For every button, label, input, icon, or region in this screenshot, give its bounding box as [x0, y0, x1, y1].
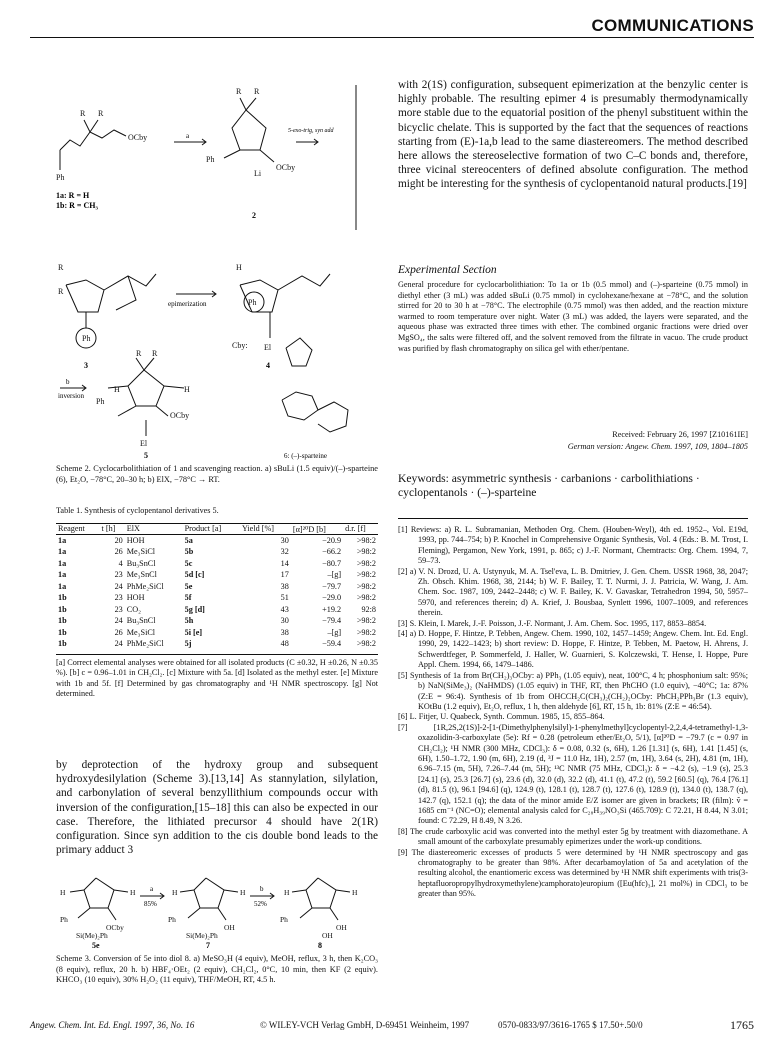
table-cell: >98:2 — [356, 639, 376, 649]
table-cell: –[g] — [327, 627, 342, 637]
table-cell: 32 — [280, 547, 289, 557]
experimental-section — [398, 256, 748, 354]
table-cell: 24 — [114, 581, 123, 591]
table-header-row — [56, 523, 378, 535]
table-1-title: Table 1. Synthesis of cyclopentanol derivatives 5. — [56, 506, 219, 515]
table-cell: Me₃SiCl — [126, 627, 156, 637]
table-cell: 5e — [184, 581, 193, 591]
table-cell: −29.0 — [322, 593, 342, 603]
section-title: COMMUNICATIONS — [591, 16, 754, 35]
label-6: 6: (–)-sparteine — [284, 452, 327, 460]
table-cell: 24 — [114, 616, 123, 626]
label-7: 7 — [206, 941, 210, 948]
svg-text:Ph: Ph — [280, 915, 288, 924]
svg-text:Ph: Ph — [248, 298, 257, 307]
table-cell: >98:2 — [356, 593, 376, 603]
table-row — [56, 581, 378, 593]
table-1-footnote: [a] Correct elemental analyses were obtained for all isolated products (C ±0.32, H ±0.26, N ±0.35 %). [b] c = 0.96–1.01 in CH₂Cl₂. [c] Mixture with 5a. [d] Isolated as the methyl ester. [e] Mixture with 1b and 5f. [f] Determined by gas chromatography and ¹H NMR spectroscopy. [g] Not determined. — [56, 654, 378, 700]
table-cell: HOH — [126, 593, 145, 603]
svg-text:H: H — [172, 888, 178, 897]
arrow-exo-label: 5-exo-trig, syn add — [288, 128, 334, 134]
yield-b: 52% — [254, 900, 267, 908]
table-cell: 43 — [280, 604, 289, 614]
svg-text:H: H — [240, 888, 246, 897]
label-5e: 5e — [92, 941, 100, 948]
reference-item: [6] L. Fitjer, U. Quabeck, Synth. Commun. 1985, 15, 855–864. — [398, 712, 605, 722]
svg-text:Ph: Ph — [206, 155, 215, 164]
table-cell: 1a — [58, 581, 67, 591]
table-cell: −59.4 — [322, 639, 342, 649]
svg-text:H: H — [236, 263, 242, 272]
table-cell: 5i [e] — [184, 627, 203, 637]
arrow-b-label: b — [260, 885, 264, 893]
table-cell: 26 — [114, 627, 123, 637]
label-5: 5 — [144, 451, 148, 460]
table-cell: 51 — [280, 593, 289, 603]
scheme-2-drawing — [56, 80, 378, 460]
scheme-3-drawing — [56, 838, 378, 948]
table-cell: PhMe₂SiCl — [126, 581, 164, 591]
svg-text:OCby: OCby — [128, 133, 148, 142]
arrow-epi-label: epimerization — [168, 300, 207, 308]
svg-text:Cby:: Cby: — [232, 341, 248, 350]
table-cell: 23 — [114, 593, 123, 603]
svg-text:R: R — [58, 287, 64, 296]
svg-text:H: H — [184, 385, 190, 394]
table-cell: CO₂ — [126, 604, 141, 614]
svg-text:OH: OH — [322, 931, 333, 940]
table-cell: 5d [c] — [184, 570, 205, 580]
svg-text:OCby: OCby — [106, 923, 124, 932]
arrow-b-label: b — [66, 378, 70, 386]
keywords: Keywords: asymmetric synthesis · carbanions · carbolithiations · cyclopentanols · (–)-sparteine — [398, 472, 700, 499]
table-cell: 1b — [58, 616, 67, 626]
left-column — [56, 48, 378, 1018]
col-header: ElX — [126, 524, 140, 534]
table-cell: 20 — [114, 536, 123, 546]
table-cell: 5f — [184, 593, 192, 603]
table-cell: 1b — [58, 593, 67, 603]
page-number: 1765 — [730, 1018, 754, 1032]
label-4: 4 — [266, 361, 270, 370]
label-2: 2 — [252, 211, 256, 220]
table-1-body — [56, 535, 378, 650]
table-cell: >98:2 — [356, 558, 376, 568]
table-cell: >98:2 — [356, 547, 376, 557]
svg-text:El: El — [140, 439, 148, 448]
svg-text:R: R — [80, 109, 86, 118]
table-row — [56, 627, 378, 639]
table-row — [56, 615, 378, 627]
svg-text:Ph: Ph — [60, 915, 68, 924]
table-cell: −80.7 — [322, 558, 342, 568]
table-row — [56, 558, 378, 570]
table-cell: PhMe₂SiCl — [126, 639, 164, 649]
svg-text:Ph: Ph — [82, 334, 91, 343]
svg-text:Ph: Ph — [168, 915, 176, 924]
table-row — [56, 535, 378, 547]
table-cell: 1b — [58, 604, 67, 614]
table-1 — [56, 506, 378, 700]
right-body-text: with 2(1S) configuration, subsequent epimerization at the benzylic center is highly probable. The resulting epimer 4 is presumably thermodynamically more stable due to the equatorial position of the phenyl substituent within the bicyclic chelate. This is supported by the fact that the sequences of reactions starting from (E)-1a,b lead to the same diastereomers. The method described here allows the stereoselective formation of two C–C bonds and, therefore, three vicinal stereocenters of defined absolute configuration. The method might be interesting for the synthesis of cyclopentanoid natural products.[19] — [398, 79, 748, 191]
svg-text:R: R — [136, 349, 142, 358]
table-cell: 1a — [58, 558, 67, 568]
reference-item: [4] a) D. Hoppe, F. Hintze, P. Tebben, Angew. Chem. 1990, 102, 1457–1459; Angew. Chem. Int. Ed. Engl. 1990, 29, 1422–1423; b) short review: D. Hoppe, F. Hintze, P. Tebben, M. Paetow, H. Ahrens, J. Schwerdtfeger, P. Sommerfeld, J. Haller, W. Guarnieri, S. Kolczewski, T. Hense, I. Hoppe, Pure Appl. Chem. 1994, 66, 1479–1486. — [398, 629, 748, 670]
left-body-text: by deprotection of the hydroxy group and subsequent hydroxydesilylation (Scheme 3).[13,14] As stannylation, silylation, and carbonylation of several benzyllithium compounds occur with inversion of the configuration,[15–18] this can also be expected in our case. Therefore, the lithiated precursor 4 should have 2(1R) configuration. Since syn addition to the cis double bond leads to the primary adduct 3 — [56, 759, 378, 857]
table-1-grid — [56, 523, 378, 650]
table-row — [56, 604, 378, 616]
col-header: Yield [%] — [241, 524, 274, 534]
right-column — [398, 48, 748, 1018]
table-cell: Bu₃SnCl — [126, 616, 156, 626]
svg-text:H: H — [130, 888, 136, 897]
table-cell: 1a — [58, 536, 67, 546]
table-cell: 23 — [114, 604, 123, 614]
scheme-2-caption: Scheme 2. Cyclocarbolithiation of 1 and scavenging reaction. a) sBuLi (1.5 equiv)/(–)-sparteine (6), Et₂O, −78°C, 20–30 h; b) ElX, −78°C → RT. — [56, 464, 378, 484]
svg-text:H: H — [60, 888, 66, 897]
reference-item: [5] Synthesis of 1a from Br(CH₂)₃OCby: a) PPh₃ (1.05 equiv), neat, 100°C, 4 h; phosphonium salt: 95%; b) NaN(SiMe₃)₂ (NaHMDS) (1.05 equiv) in THF, RT, then PhCHO (1.0 equiv), −40°C; 1a: 87% (Z:E = 96:4). Synthesis of 1b from OHCCH₂C(CH₃)₂(CH₂)₂OCby: PhCH₂PPh₃Br (1.3 equiv), KOtBu (1.2 equiv), Et₂O, reflux, 1 h, then aldehyde [6], RT, 15 h, 1b: 81% (Z:E = 46:54). — [398, 670, 748, 711]
table-cell: –[g] — [327, 570, 342, 580]
table-cell: Me₃SiCl — [126, 547, 156, 557]
table-cell: Me₃SnCl — [126, 570, 157, 580]
table-cell: 5a — [184, 536, 193, 546]
label-8: 8 — [318, 941, 322, 948]
svg-text:H: H — [284, 888, 290, 897]
table-cell: Bu₃SnCl — [126, 558, 156, 568]
experimental-text: General procedure for cyclocarbolithiation: To 1a or 1b (0.5 mmol) and (–)-sparteine (0.75 mmol) in diethyl ether (3 mL) was added sBuLi (0.75 mmol) in cyclohexane/hexane at −78°C, and the solution stirred for 20 to 30 h at −78°C. The electrophile (0.75 mmol) was then added, and the reaction mixture warmed to room temperature over night. Water (3 mL) was added, the layers were separated, and the aqueous phase was extracted three times with ether. The combined organic fractions were dried over MgSO₄, the salts were filtered off, and the solvent removed from the filtrate in vacuo. The crude product was purified by flash chromatography on silica gel with ether/pentane. — [398, 280, 748, 353]
arrow-inv-label: inversion — [58, 392, 85, 400]
reference-item: [1] Reviews: a) R. L. Subramanian, Methoden Org. Chem. (Houben-Weyl), 4th ed. 1952–, Vol. E19d, 1993, pp. 744–754; b) P. Knochel in Comprehensive Organic Synthesis, Vol. 4 (Eds.: B. M. Trost, I. Fleming), Pergamon, New York, 1991, p. 865; c) J.-F. Normant, Chemtracts: Org. Chem. 1994, 7, 59–73. — [398, 525, 748, 566]
svg-text:OCby: OCby — [170, 411, 190, 420]
svg-text:Ph: Ph — [56, 173, 65, 182]
table-cell: 38 — [280, 581, 289, 591]
svg-text:Li: Li — [254, 169, 262, 178]
table-cell: −79.4 — [322, 616, 342, 626]
col-header: t [h] — [101, 524, 116, 534]
table-cell: 1a — [58, 547, 67, 557]
reference-item: [3] S. Klein, I. Marek, J.-F. Poisson, J.-F. Normant, J. Am. Chem. Soc. 1995, 117, 8853–8854. — [398, 618, 707, 628]
table-cell: −66.2 — [322, 547, 342, 557]
svg-text:Si(Me)₂Ph: Si(Me)₂Ph — [76, 931, 108, 940]
footer-journal: Angew. Chem. Int. Ed. Engl. 1997, 36, No. 16 — [30, 1020, 195, 1030]
table-cell: 14 — [280, 558, 289, 568]
reference-item: [8] The crude carboxylic acid was converted into the methyl ester 5g by treatment with diazomethane. A small amount of the carboxylate presumably epimerizes under the work-up conditions. — [398, 826, 748, 847]
col-header: d.r. [f] — [345, 524, 366, 534]
footer-publisher: © WILEY-VCH Verlag GmbH, D-69451 Weinheim, 1997 — [260, 1020, 470, 1030]
reference-item: [7] [1R,2S,2(1S)]-2-[1-(Dimethylphenylsilyl)-1-phenylmethyl]cyclopentyl-2,2,4,4-tetramethyl-1,3-oxazolidin-3-carboxylate (5e): Rf = 0.28 (petroleum ether/Et₂O, 5/1), [α]²⁰D = −79.7 (c = 0.97 in CH₂Cl₂); ¹H NMR (300 MHz, CDCl₃): δ = 0.08, 0.32 (s, 6H), 1.26 [1.31] (s, 6H), 1.41 [1.45] (s, 6H), 1.50–1.72, 1.90 (m, 6H), 2.19 (d, ³J = 11.0 Hz, 1H), 2.57 (m, 1H), 3.64 (s, 2H), 4.81 (m, 1H), 6.96–7.15 (m, 5H), 7.26–7.44 (m, 5H); ¹³C NMR (75 MHz, CDCl₃): δ = −4.2 (s), −1.9 (s), 25.3 [24.1] (s), 25.3 [26.7] (s), 23.6 (d), 32.0 (d), 32.2 (d), 41.1 (t), 47.2 (t), 59.2 [60.5] (q), 76.4 [76.1] (d), 81.5 (t), 96.1 [94.6] (q), 124.9 (t), 128.1 (t), 128.7 (t), 127.6 (t), 128.9 (t), 134.0 (t), 138.7 (q), 142.7 (q), 152.1 (q); the data of the minor amide E/Z isomer are given in brackets; IR (film): ṽ = 1685 cm⁻¹ (NC=O); elemental analysis calcd for C₂₈H₃₉NO₃Si (465.709): C 72.21, H 8.44, N 3.01; found: C 72.29, H 8.49, N 3.26. — [398, 722, 748, 826]
table-cell: 17 — [280, 570, 289, 580]
table-cell: 4 — [118, 558, 123, 568]
table-cell: 1b — [58, 639, 67, 649]
table-cell: 24 — [114, 639, 123, 649]
svg-text:R: R — [98, 109, 104, 118]
table-cell: >98:2 — [356, 627, 376, 637]
svg-text:Si(Me)₂Ph: Si(Me)₂Ph — [186, 931, 218, 940]
table-cell: 5h — [184, 616, 194, 626]
table-cell: −79.7 — [322, 581, 342, 591]
table-cell: 23 — [114, 570, 123, 580]
table-cell: >98:2 — [356, 536, 376, 546]
arrow-a-label: a — [186, 132, 190, 140]
experimental-heading: Experimental Section — [398, 264, 497, 276]
table-cell: 1b — [58, 627, 67, 637]
page-header — [30, 16, 754, 38]
received-date: Received: February 26, 1997 [Z10161IE] — [612, 430, 748, 439]
yield-a: 85% — [144, 900, 157, 908]
scheme-3-caption: Scheme 3. Conversion of 5e into diol 8. a) MeSO₃H (4 equiv), MeOH, reflux, 3 h, then K₂CO₃ (8 equiv), reflux, 20 h. b) HBF₄·OEt₂ (2 equiv), CH₂Cl₂, 0°C, 10 min, then KF (2 equiv). KHCO₃ (10 equiv), 30% H₂O₂ (11 equiv), THF/MeOH, RT, 4.5 h. — [56, 954, 378, 984]
svg-text:OCby: OCby — [276, 163, 296, 172]
svg-text:R: R — [236, 87, 242, 96]
table-cell: >98:2 — [356, 570, 376, 580]
col-header: Product [a] — [184, 524, 222, 534]
svg-text:Ph: Ph — [96, 397, 105, 406]
svg-text:R: R — [254, 87, 260, 96]
label-3: 3 — [84, 361, 88, 370]
table-cell: 5j — [184, 639, 192, 649]
arrow-a-label: a — [150, 885, 154, 893]
table-row — [56, 569, 378, 581]
reference-item: [2] a) V. N. Drozd, U. A. Ustynyuk, M. A. Tsel'eva, L. B. Dmitriev, J. Gen. Chem. USSR 1968, 38, 2047; Zh. Obsch. Khim. 1968, 38, 2144; b) W. F. Bailey, T. T. Nurmi, J. J. Patricia, W. Wang, J. Am. Chem. Soc. 1987, 109, 2442–2448; c) W. F. Bailey, K. V. Gavaskar, Tetrahedron 1994, 50, 5957–5970, and references therein; d) A. Krief, J. Bousbaa, Synlett 1996, 1007–1009, and references therein. — [398, 566, 748, 618]
table-cell: 48 — [280, 639, 289, 649]
table-cell: 26 — [114, 547, 123, 557]
label-1a: 1a: R = H — [56, 191, 90, 200]
table-cell: 5g [d] — [184, 604, 205, 614]
svg-text:R: R — [152, 349, 158, 358]
table-cell: >98:2 — [356, 616, 376, 626]
table-cell: >98:2 — [356, 581, 376, 591]
col-header: [α]²⁰D [b] — [292, 524, 326, 534]
table-cell: 30 — [280, 536, 289, 546]
svg-text:R: R — [58, 263, 64, 272]
col-header: Reagent — [58, 524, 85, 534]
table-cell: +19.2 — [322, 604, 342, 614]
label-1b: 1b: R = CH₃ — [56, 201, 98, 210]
table-cell: 92:8 — [361, 604, 376, 614]
table-cell: 30 — [280, 616, 289, 626]
footer-issn: 0570-0833/97/3616-1765 $ 17.50+.50/0 — [498, 1020, 643, 1030]
svg-text:H: H — [352, 888, 358, 897]
svg-text:OH: OH — [224, 923, 235, 932]
svg-text:H: H — [114, 385, 120, 394]
table-row — [56, 592, 378, 604]
table-cell: 1a — [58, 570, 67, 580]
table-cell: 5b — [184, 547, 194, 557]
table-cell: −20.9 — [322, 536, 342, 546]
svg-text:El: El — [264, 343, 272, 352]
svg-text:OH: OH — [336, 923, 347, 932]
table-row — [56, 546, 378, 558]
german-version: German version: Angew. Chem. 1997, 109, 1804–1805 — [567, 442, 748, 451]
table-cell: HOH — [126, 536, 145, 546]
references-list — [398, 518, 748, 900]
table-row — [56, 638, 378, 650]
table-cell: 38 — [280, 627, 289, 637]
table-cell: 5c — [184, 558, 193, 568]
reference-item: [9] The diastereomeric excesses of products 5 were determined by ¹H NMR spectroscopy and gas chromatography to be greater than 98%. After decarbamoylation of 5a and acetylation of the resulting alcohol, the enantiomeric excess was determined by ¹H NMR shift experiments with tris(3-heptafluoropropylhydroxymethylene)camphorato)europium ([Eu(hfc)₃], 21 mol%) in CDCl₃ to be greater than 95%. — [398, 847, 748, 899]
